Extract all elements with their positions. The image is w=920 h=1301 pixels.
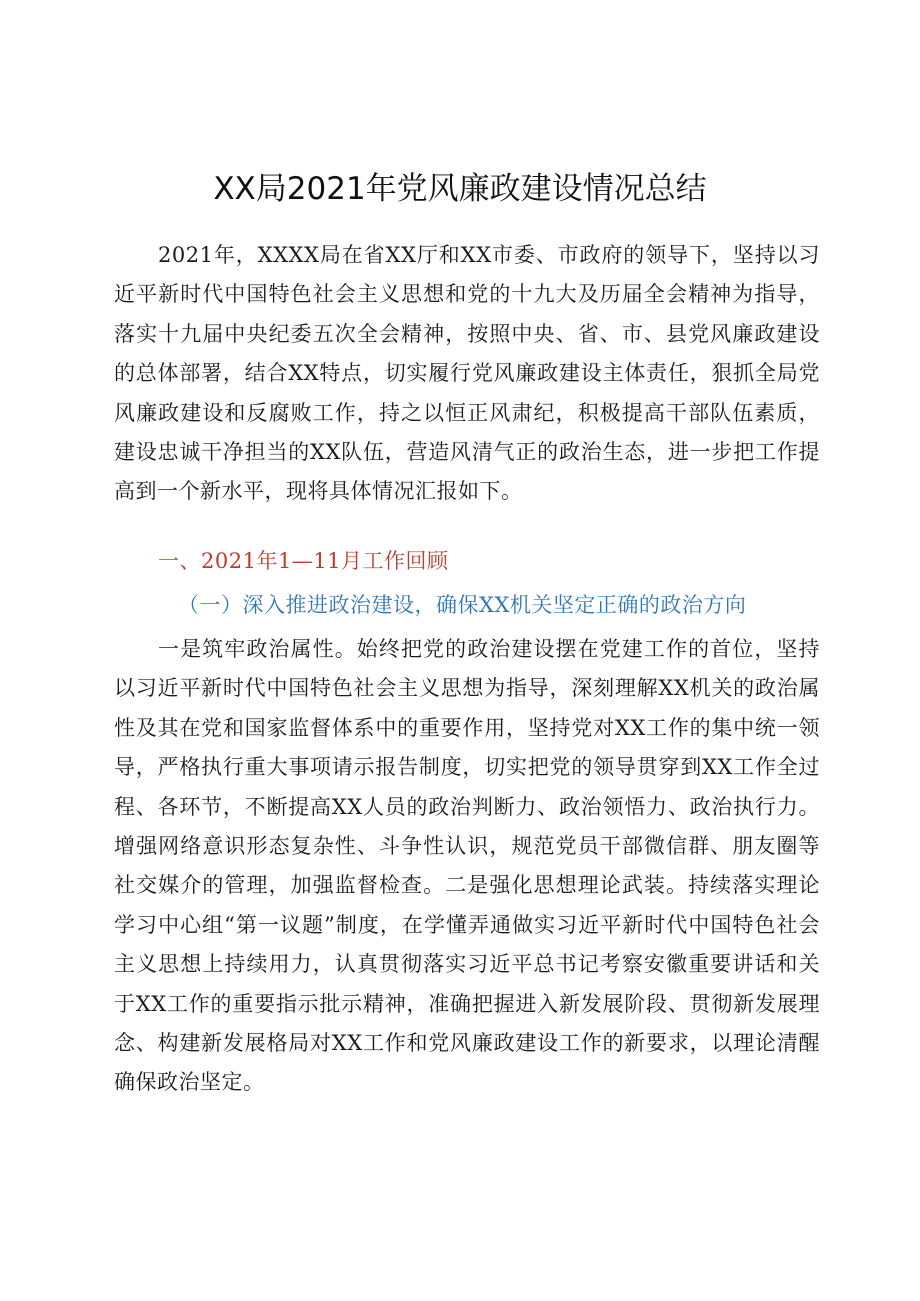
body-paragraph: 一是筑牢政治属性。始终把党的政治建设摆在党建工作的首位，坚持以习近平新时代中国特色社会主义思想为指导，深刻理解XX机关的政治属性及其在党和国家监督体系中的重要作用，坚持党对XX工作的集中统一领导，严格执行重大事项请示报告制度，切实把党的领导贯穿到XX工作全过程、各环节，不断提高XX人员的政治判断力、政治领悟力、政治执行力。增强网络意识形态复杂性、斗争性认识，规范党员干部微信群、朋友圈等社交媒介的管理，加强监督检查。二是强化思想理论武装。持续落实理论学习中心组“第一议题”制度，在学懂弄通做实习近平新时代中国特色社会主义思想上持续用力，认真贯彻落实习近平总书记考察安徽重要讲话和关于XX工作的重要指示批示精神，准确把握进入新发展阶段、贯彻新发展理念、构建新发展格局对XX工作和党风廉政建设工作的新要求，以理论清醒确保政治坚定。 xyxy=(114,637,820,1095)
subsection-heading: （一）深入推进政治建设，确保XX机关坚定正确的政治方向 xyxy=(178,593,747,617)
intro-paragraph: 2021年，XXXX局在省XX厅和XX市委、市政府的领导下，坚持以习近平新时代中国特色社会主义思想和党的十九大及历届全会精神为指导，落实十九届中央纪委五次全会精神，按照中央、省、市、县党风廉政建设的总体部署，结合XX特点，切实履行党风廉政建设主体责任，狠抓全局党风廉政建设和反腐败工作，持之以恒正风肃纪，积极提高干部队伍素质，建设忠诚干净担当的XX队伍，营造风清气正的政治生态，进一步把工作提高到一个新水平，现将具体情况汇报如下。 xyxy=(114,243,820,504)
section-heading: 一、2021年1—11月工作回顾 xyxy=(158,549,449,573)
document-title: XX局2021年党风廉政建设情况总结 xyxy=(213,171,707,207)
